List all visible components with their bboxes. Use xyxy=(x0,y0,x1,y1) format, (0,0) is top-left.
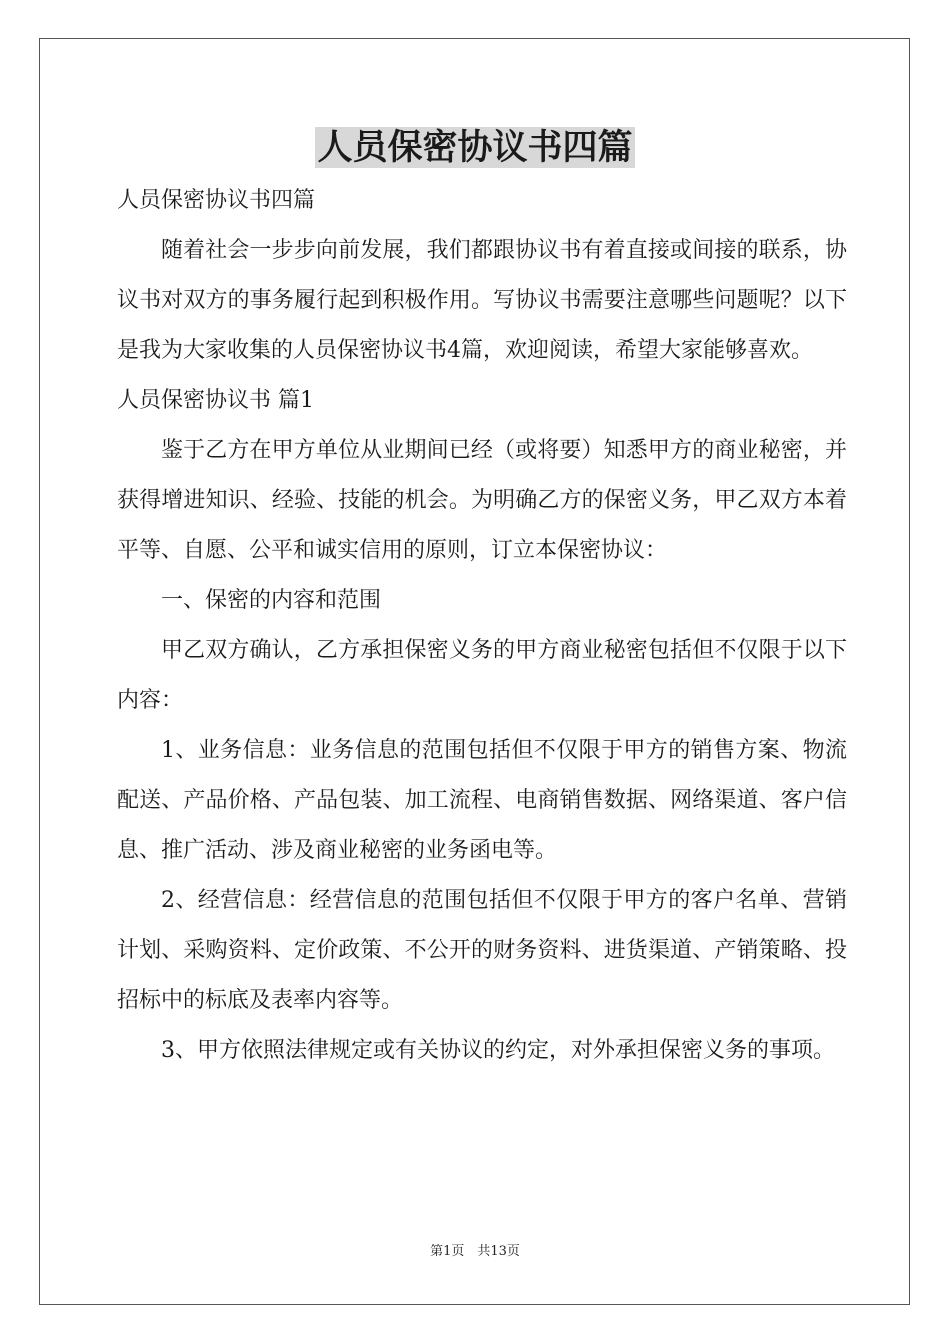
document-body xyxy=(117,176,847,1076)
clause-item-3: 3、甲方依照法律规定或有关协议的约定，对外承担保密义务的事项。 xyxy=(161,1038,835,1063)
section-heading: 人员保密协议书 篇1 xyxy=(117,388,314,413)
document-title xyxy=(0,126,950,170)
page-footer xyxy=(0,1243,950,1261)
subtitle-line: 人员保密协议书四篇 xyxy=(117,188,316,213)
clause-item-2: 2、经营信息：经营信息的范围包括但不仅限于甲方的客户名单、营销计划、采购资料、定价政策、不公开的财务资料、进货渠道、产销策略、投招标中的标底及表率内容等。 xyxy=(117,888,847,1013)
clause-heading: 一、保密的内容和范围 xyxy=(161,588,382,613)
preamble-paragraph: 鉴于乙方在甲方单位从业期间已经（或将要）知悉甲方的商业秘密，并获得增进知识、经验、技能的机会。为明确乙方的保密义务，甲乙双方本着平等、自愿、公平和诚实信用的原则，订立本保密协议： xyxy=(117,438,847,563)
document-title-text: 人员保密协议书四篇 xyxy=(317,127,633,168)
page-number: 第1页 共13页 xyxy=(430,1244,520,1259)
intro-paragraph: 随着社会一步步向前发展，我们都跟协议书有着直接或间接的联系，协议书对双方的事务履行起到积极作用。写协议书需要注意哪些问题呢？以下是我为大家收集的人员保密协议书4篇，欢迎阅读，希望大家能够喜欢。 xyxy=(117,238,847,363)
scope-paragraph: 甲乙双方确认，乙方承担保密义务的甲方商业秘密包括但不仅限于以下内容： xyxy=(117,638,847,713)
clause-item-1: 1、业务信息：业务信息的范围包括但不仅限于甲方的销售方案、物流配送、产品价格、产品包装、加工流程、电商销售数据、网络渠道、客户信息、推广活动、涉及商业秘密的业务函电等。 xyxy=(117,738,847,863)
